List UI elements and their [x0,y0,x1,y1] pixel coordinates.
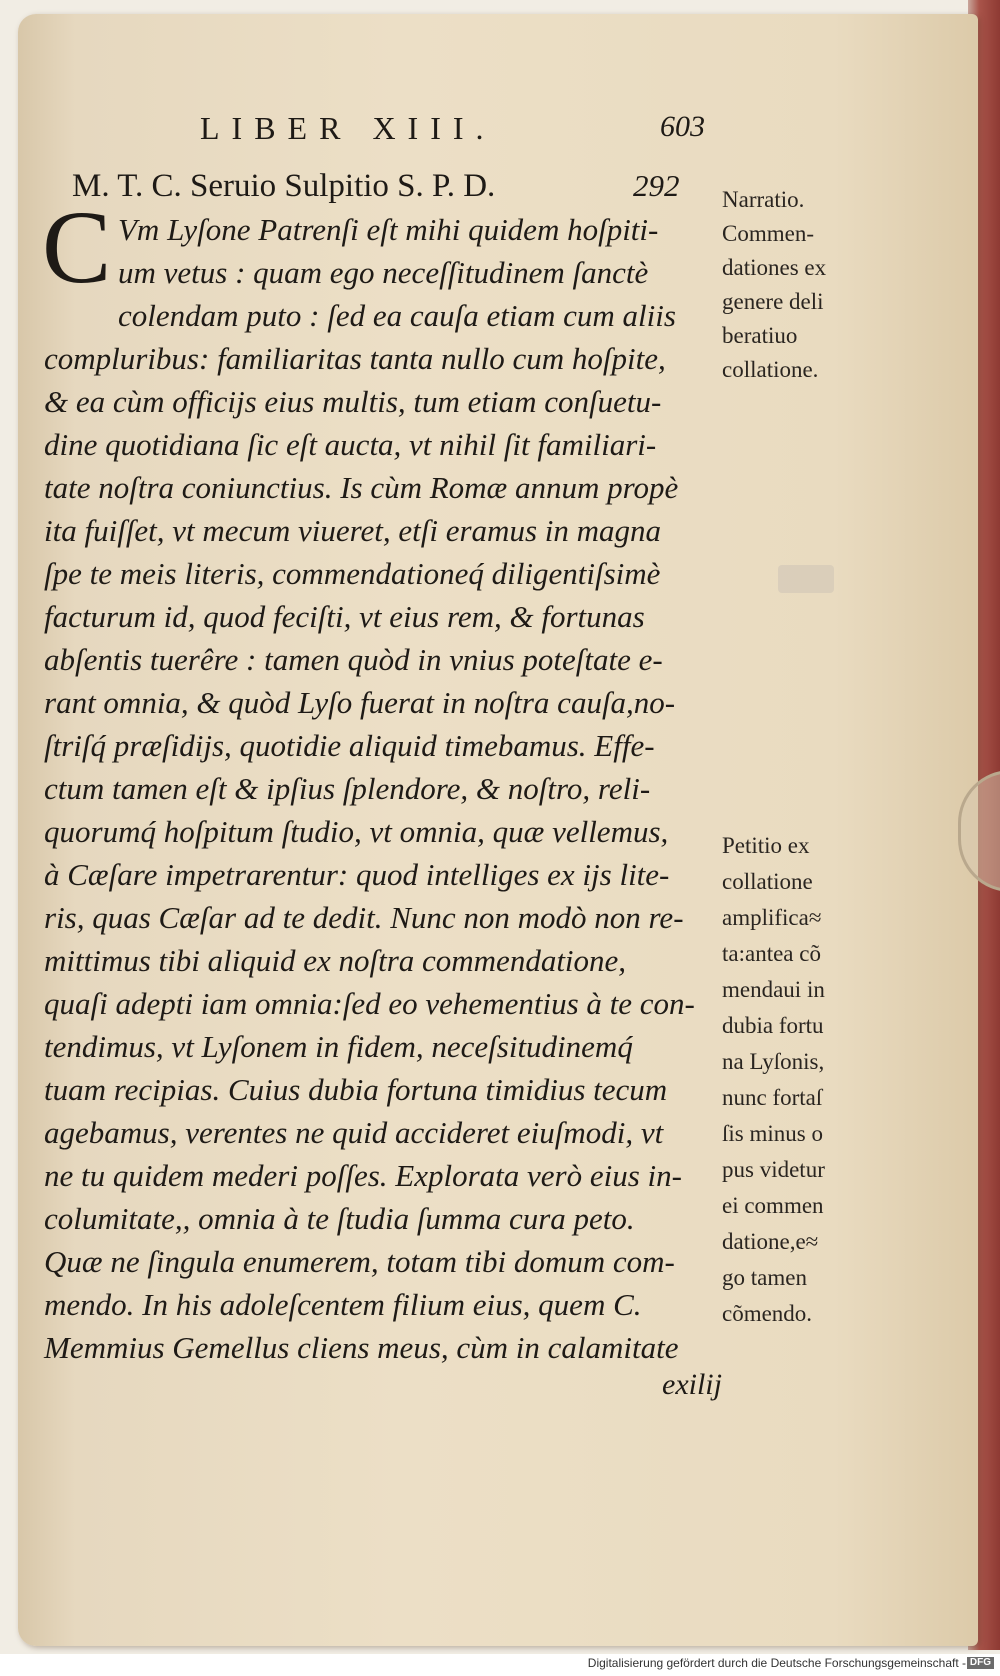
body-line: columitate,, omnia à te ſtudia ſumma cura peto. [44,1201,635,1236]
margin-line: nunc fortaſ [722,1085,823,1110]
body-line: tendimus, vt Lyſonem in fidem, neceſsitudinemq́ [44,1029,633,1064]
body-line: compluribus: familiaritas tanta nullo cum hoſpite, [44,341,666,376]
body-line: ſpe te meis literis, commendationeq́ diligentiſsimè [44,556,661,591]
margin-line: na Lyſonis, [722,1049,825,1074]
body-line: mendo. In his adoleſcentem filium eius, quem C. [44,1287,642,1322]
margin-line: ei commen [722,1193,824,1218]
body-line: colendam puto : ſed ea cauſa etiam cum aliis [118,298,676,333]
letter-number: 292 [633,168,680,203]
body-line: ctum tamen eſt & ipſius ſplendore, & noſtro, reli- [44,771,651,806]
margin-line: collatione. [722,357,819,382]
running-head: LIBER XIII. [200,110,496,146]
body-line: quorumq́ hoſpitum ſtudio, vt omnia, quæ vellemus, [44,814,669,849]
funding-credit: Digitalisierung gefördert durch die Deutsche Forschungsgemeinschaft - [587,1656,966,1670]
body-line: Vm Lyſone Patrenſi eſt mihi quidem hoſpiti- [118,212,659,247]
body-line: dine quotidiana ſic eſt aucta, vt nihil ſit familiari- [44,427,657,462]
body-line: ne tu quidem mederi poſſes. Explorata verò eius in- [44,1158,682,1193]
margin-line: mendaui in [722,977,825,1002]
page-number: 603 [660,110,705,143]
faded-stamp [778,565,834,593]
body-line: agebamus, verentes ne quid accideret eiuſmodi, vt [44,1115,664,1150]
body-line: mittimus tibi aliquid ex noſtra commendatione, [44,943,627,978]
body-line: um vetus : quam ego neceſſitudinem ſanctè [118,255,649,290]
body-line: tate noſtra coniunctius. Is cùm Romæ annum propè [44,470,679,505]
catchword: exilij [662,1368,722,1401]
margin-line: pus videtur [722,1157,825,1182]
body-line: abſentis tuerêre : tamen quòd in vnius poteſtate e- [44,642,663,677]
margin-line: Petitio ex [722,833,810,858]
body-line: ita fuiſſet, vt mecum viueret, etſi eramus in magna [44,513,662,548]
body-line: quaſi adepti iam omnia:ſed eo vehementius à te con- [44,986,695,1021]
body-line: facturum id, quod feciſti, vt eius rem, & fortunas [44,599,645,634]
margin-line: genere deli [722,289,824,314]
body-line: à Cæſare impetrarentur: quod intelliges ex ijs lite- [44,857,670,892]
margin-line: ta:antea cõ [722,941,821,966]
margin-line: go tamen [722,1265,807,1290]
dfg-logo: DFG [967,1657,994,1669]
body-line: & ea cùm officijs eius multis, tum etiam conſuetu- [44,384,662,419]
margin-line: beratiuo [722,323,798,348]
letter-salutation: M. T. C. Seruio Sulpitio S. P. D. [72,168,496,204]
margin-line: Commen- [722,221,814,246]
body-line: ris, quas Cæſar ad te dedit. Nunc non modò non re- [44,900,684,935]
margin-line: ſis minus o [722,1121,823,1146]
body-line: tuam recipias. Cuius dubia fortuna timidius tecum [44,1072,668,1107]
margin-line: dationes ex [722,255,827,280]
body-line: ſtriſq́ præſidijs, quotidie aliquid timebamus. Effe- [44,728,655,763]
margin-line: collatione [722,869,813,894]
margin-line: cõmendo. [722,1301,813,1326]
body-line: Quæ ne ſingula enumerem, totam tibi domum com- [44,1244,675,1279]
drop-cap-initial: C [42,190,112,305]
body-line: Memmius Gemellus cliens meus, cùm in calamitate [44,1330,679,1365]
margin-line: dubia fortu [722,1013,824,1038]
body-line: rant omnia, & quòd Lyſo fuerat in noſtra cauſa,no- [44,685,676,720]
margin-line: datione,e≈ [722,1229,819,1254]
margin-line: amplifica≈ [722,905,822,930]
margin-line: Narratio. [722,187,805,212]
